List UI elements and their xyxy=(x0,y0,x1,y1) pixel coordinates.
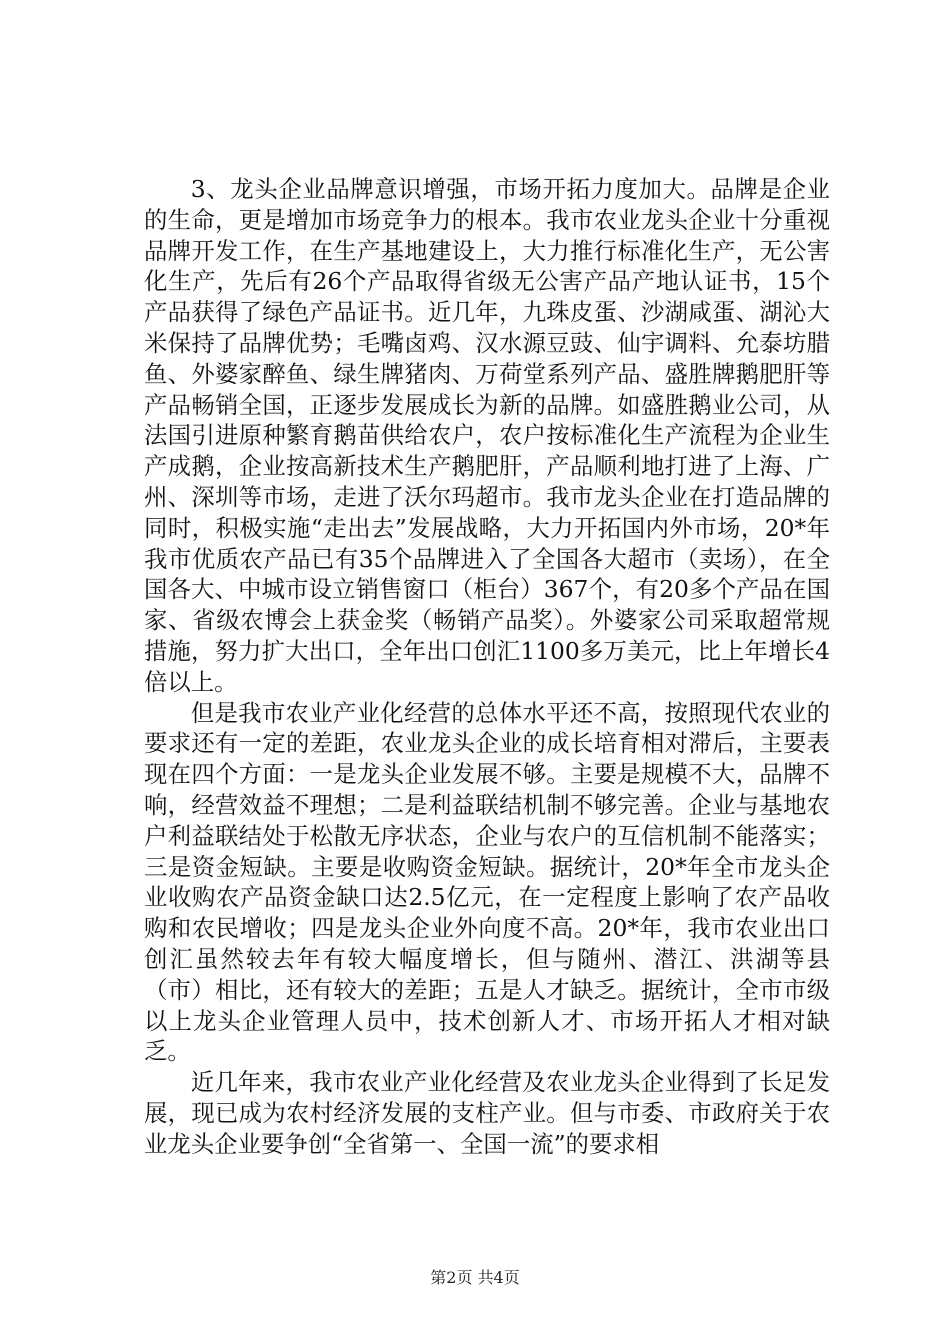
paragraph-brand-awareness: 3、龙头企业品牌意识增强，市场开拓力度加大。品牌是企业的生命，更是增加市场竞争力的根本。我市农业龙头企业十分重视品牌开发工作，在生产基地建设上，大力推行标准化生产，无公害化生产，先后有26个产品取得省级无公害产品产地认证书，15个产品获得了绿色产品证书。近几年，九珠皮蛋、沙湖咸蛋、湖沁大米保持了品牌优势；毛嘴卤鸡、汉水源豆豉、仙宇调料、允泰坊腊鱼、外婆家醉鱼、绿生牌猪肉、万荷堂系列产品、盛胜牌鹅肥肝等产品畅销全国，正逐步发展成长为新的品牌。如盛胜鹅业公司，从法国引进原种繁育鹅苗供给农户，农户按标准化生产流程为企业生产成鹅，企业按高新技术生产鹅肥肝，产品顺利地打进了上海、广州、深圳等市场，走进了沃尔玛超市。我市龙头企业在打造品牌的同时，积极实施“走出去”发展战略，大力开拓国内外市场，20*年我市优质农产品已有35个品牌进入了全国各大超市（卖场），在全国各大、中城市设立销售窗口（柜台）367个，有20多个产品在国家、省级农博会上获金奖（畅销产品奖）。外婆家公司采取超常规措施，努力扩大出口，全年出口创汇1100多万美元，比上年增长4倍以上。 xyxy=(144,175,830,696)
page-number: 第2页 共4页 xyxy=(430,1268,520,1287)
paragraph-shortcomings: 但是我市农业产业化经营的总体水平还不高，按照现代农业的要求还有一定的差距，农业龙头企业的成长培育相对滞后，主要表现在四个方面：一是龙头企业发展不够。主要是规模不大，品牌不响，经营效益不理想；二是利益联结机制不够完善。企业与基地农户利益联结处于松散无序状态，企业与农户的互信机制不能落实；三是资金短缺。主要是收购资金短缺。据统计，20*年全市龙头企业收购农产品资金缺口达2.5亿元，在一定程度上影响了农产品收购和农民增收；四是龙头企业外向度不高。20*年，我市农业出口创汇虽然较去年有较大幅度增长，但与随州、潜江、洪湖等县（市）相比，还有较大的差距；五是人才缺乏。据统计，全市市级以上龙头企业管理人员中，技术创新人才、市场开拓人才相对缺乏。 xyxy=(144,698,830,1066)
body-text xyxy=(144,174,830,1160)
page-footer xyxy=(0,1268,950,1288)
paragraph-development: 近几年来，我市农业产业化经营及农业龙头企业得到了长足发展，现已成为农村经济发展的支柱产业。但与市委、市政府关于农业龙头企业要争创“全省第一、全国一流”的要求相 xyxy=(144,1068,830,1158)
